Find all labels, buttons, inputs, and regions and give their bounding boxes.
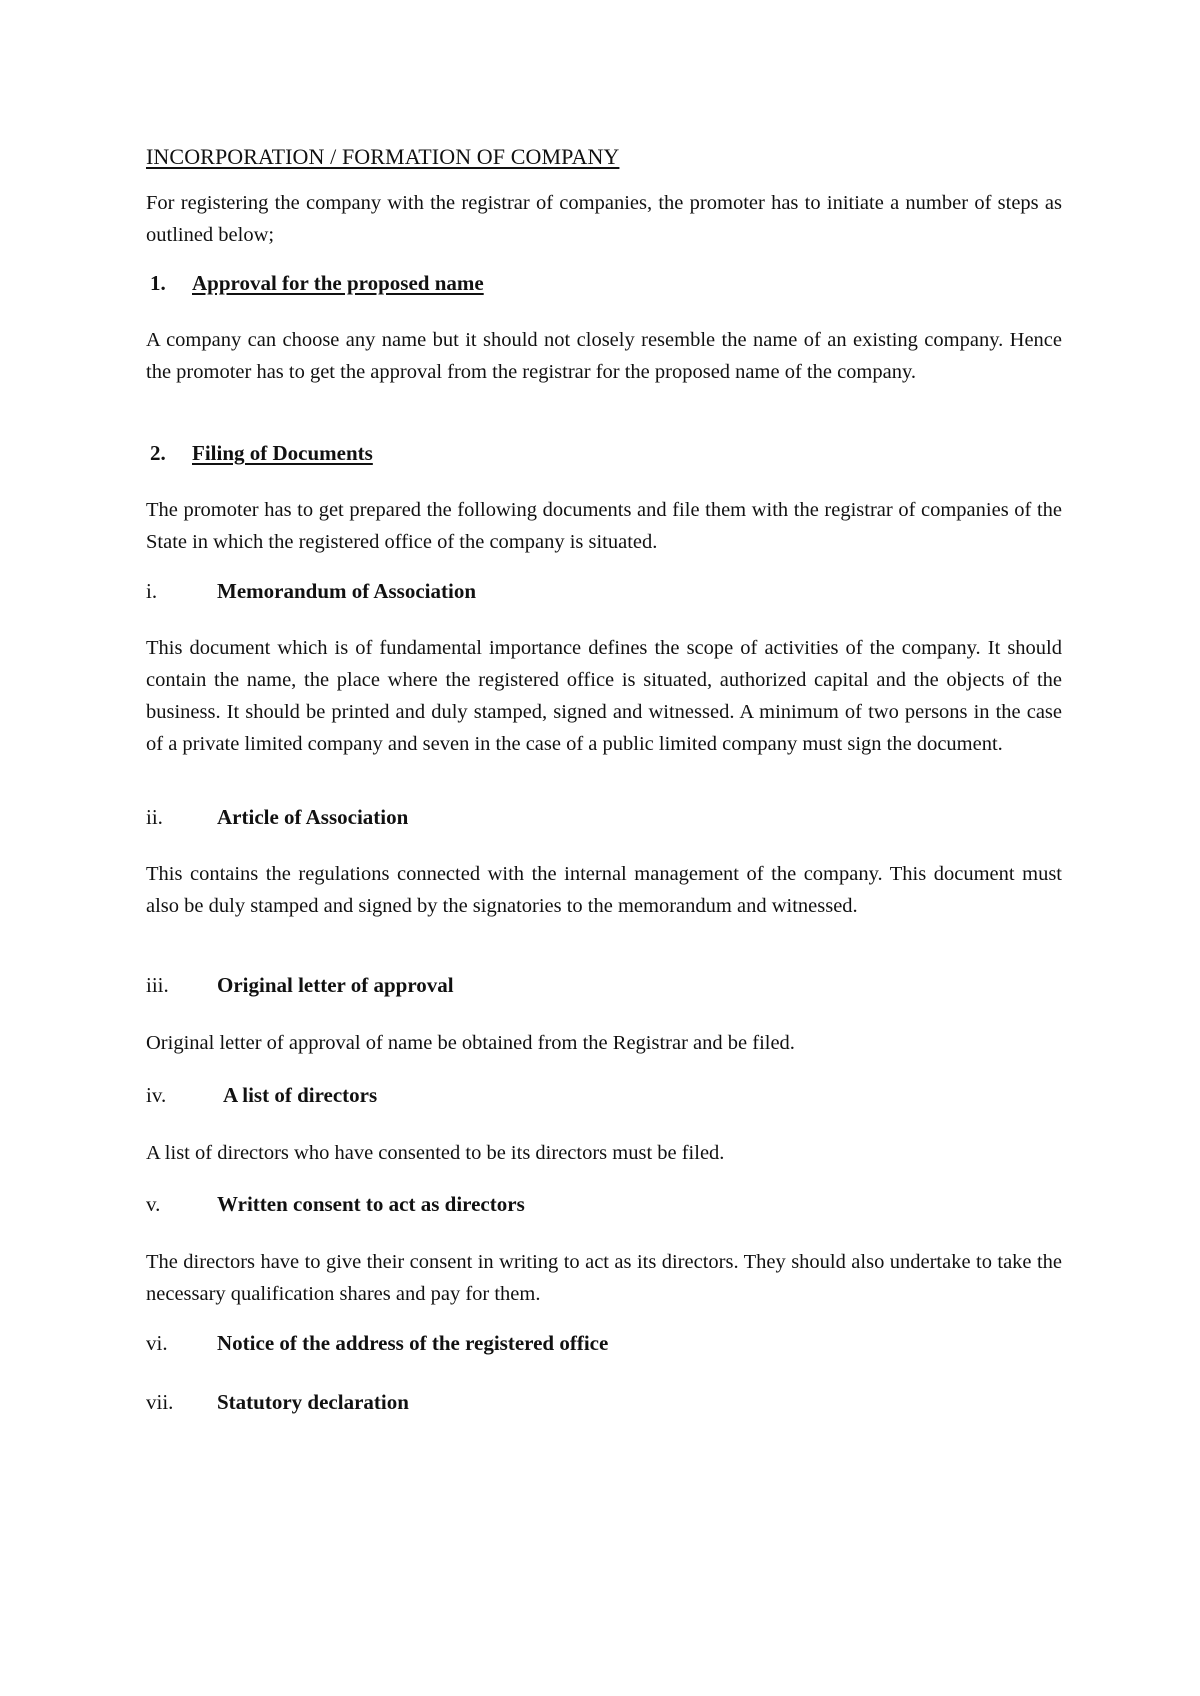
doc-body-directors-list: A list of directors who have consented to be its directors must be filed. [146,1142,725,1164]
section-heading-filing [146,441,1062,466]
doc-title: Article of Association [217,805,409,829]
section-number: 2. [150,441,166,465]
section-body-approval: A company can choose any name but it should not closely resemble the name of an existing company. Hence the promoter has to get the approval from the registrar for the proposed name of the company. [146,329,1062,383]
section-number: 1. [150,271,166,295]
doc-body-consent: The directors have to give their consent in writing to act as its directors. They should also undertake to take the necessary qualification shares and pay for them. [146,1251,1062,1305]
doc-body-article: This contains the regulations connected with the internal management of the company. This document must also be duly stamped and signed by the signatories to the memorandum and witnessed. [146,863,1062,917]
intro-paragraph: For registering the company with the registrar of companies, the promoter has to initiate a number of steps as outlined below; [146,192,1062,246]
section-title: Approval for the proposed name [192,271,484,295]
document-page [146,0,1062,1696]
roman-numeral: iv. [146,1083,167,1107]
doc-heading-notice [146,1331,1062,1356]
doc-title: Statutory declaration [217,1390,409,1414]
roman-numeral: v. [146,1192,161,1216]
doc-heading-article [146,805,1062,830]
doc-title: Memorandum of Association [217,579,476,603]
section-heading-approval [146,271,1062,296]
doc-body-memorandum: This document which is of fundamental importance defines the scope of activities of the company. It should contain the name, the place where the registered office is situated, authorized capital and the objects of the business. It should be printed and duly stamped, signed and witnessed. A minimum of two persons in the case of a private limited company and seven in the case of a public limited company must sign the document. [146,637,1062,755]
doc-title: Written consent to act as directors [217,1192,525,1216]
doc-heading-consent [146,1192,1062,1217]
doc-body-letter: Original letter of approval of name be obtained from the Registrar and be filed. [146,1032,795,1054]
roman-numeral: vii. [146,1390,174,1414]
section-body-filing: The promoter has to get prepared the following documents and file them with the registrar of companies of the State in which the registered office of the company is situated. [146,499,1062,553]
roman-numeral: i. [146,579,158,603]
section-title: Filing of Documents [192,441,373,465]
document-title: INCORPORATION / FORMATION OF COMPANY [146,144,620,169]
doc-heading-statutory [146,1390,1062,1415]
roman-numeral: iii. [146,973,169,997]
doc-title: Original letter of approval [217,973,454,997]
doc-title: A list of directors [223,1083,378,1107]
doc-title: Notice of the address of the registered office [217,1331,609,1355]
doc-heading-directors-list [146,1083,1062,1108]
doc-heading-letter [146,973,1062,998]
doc-heading-memorandum [146,579,1062,604]
roman-numeral: vi. [146,1331,168,1355]
roman-numeral: ii. [146,805,163,829]
